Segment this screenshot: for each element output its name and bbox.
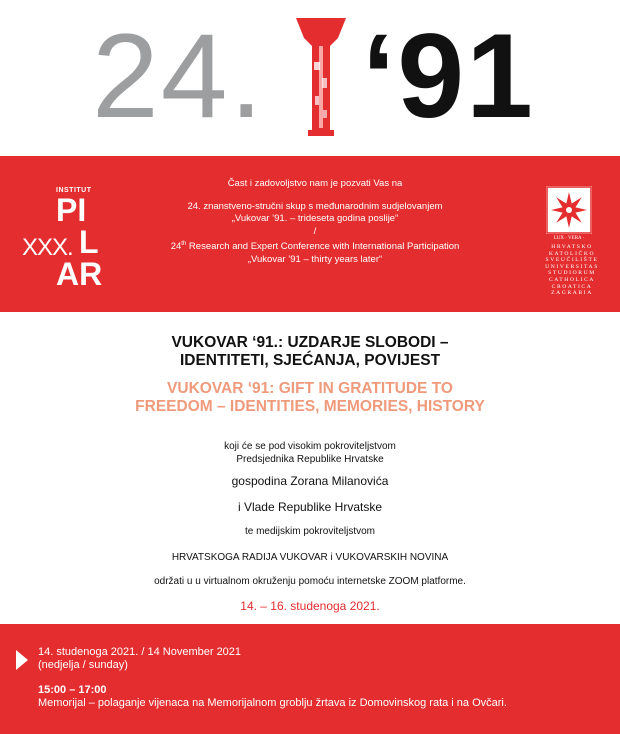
schedule-time: 15:00 – 17:00: [38, 684, 107, 696]
schedule-band: [0, 624, 620, 734]
invitation-text: [110, 178, 520, 266]
invite-line-3: „Vukovar ’91. – trideseta godina poslije“: [231, 213, 399, 224]
event-dates: 14. – 16. studenoga 2021.: [240, 599, 380, 613]
patronage-intro: koji će se pod visokim pokroviteljstvom Predsjednika Republike Hrvatske: [224, 441, 396, 465]
star-icon: [546, 186, 592, 234]
main-content: [0, 312, 620, 624]
platform-notice: održati u u virtualnom okruženju pomoću internetske ZOOM platforme.: [154, 576, 466, 587]
schedule-day: 14. studenoga 2021. / 14 November 2021: [38, 646, 242, 658]
logo-institut-label: INSTITUT: [56, 187, 92, 194]
seal-motto: LUX · VERA ·: [553, 236, 585, 241]
hero-number-24: 24.: [92, 9, 265, 143]
patron-name: gospodina Zorana Milanovića: [231, 474, 389, 488]
title-croatian: VUKOVAR ‘91.: UZDARJE SLOBODI – IDENTITETI, SJEĆANJA, POVIJEST: [171, 334, 449, 369]
invite-line-2: 24. znanstveno-stručni skup s međunarodnim sudjelovanjem: [187, 200, 443, 212]
government-patron: i Vlade Republike Hrvatske: [237, 500, 383, 514]
seal-emblem: [546, 186, 592, 234]
hero-banner: [0, 0, 620, 156]
water-tower-illustration: [286, 18, 356, 138]
hero-number-91: ‘91: [362, 9, 535, 143]
invite-line-5: 24th Research and Expert Conference with International Participation: [170, 241, 460, 253]
university-seal-logo: [542, 180, 598, 304]
logo-l: L: [79, 224, 99, 260]
logo-roman-numeral: XXX.: [22, 234, 73, 261]
invite-line-4: /: [313, 225, 317, 237]
schedule-event: Memorijal – polaganje vijenaca na Memorijalnom groblju žrtava iz Domovinskog rata i na Ovčari.: [38, 697, 507, 709]
logo-pi: PI: [56, 192, 87, 228]
title-english: VUKOVAR ‘91: GIFT IN GRATITUDE TO FREEDOM – IDENTITIES, MEMORIES, HISTORY: [135, 380, 485, 415]
media-patronage-label: te medijskim pokroviteljstvom: [244, 526, 376, 537]
media-patrons: HRVATSKOGA RADIJA VUKOVAR i VUKOVARSKIH NOVINA: [171, 552, 449, 563]
seal-text: HRVATSKO KATOLIČKO SVEUČILIŠTE UNIVERSITAS STUDIORUM CATHOLICA CROATICA ZAGRABIA: [545, 244, 599, 297]
logo-ar: AR: [56, 256, 103, 292]
play-arrow-icon: [16, 650, 28, 670]
invite-line-6: „Vukovar ’91 – thirty years later“: [247, 253, 383, 265]
invite-line-1: Čast i zadovoljstvo nam je pozvati Vas na: [227, 178, 403, 189]
schedule-weekday: (nedjelja / sunday): [38, 659, 128, 671]
invitation-band: [0, 156, 620, 312]
